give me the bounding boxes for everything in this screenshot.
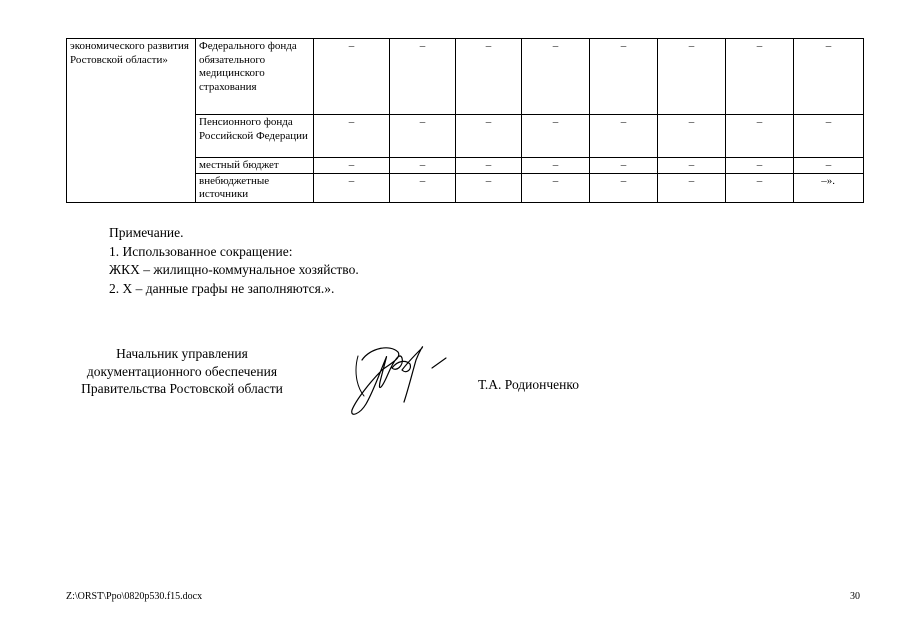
table-cell: – — [726, 115, 794, 158]
table-cell: – — [794, 115, 864, 158]
table-cell: – — [456, 115, 522, 158]
table-cell: – — [314, 39, 390, 115]
signer-name: Т.А. Родионченко — [478, 377, 579, 392]
handwritten-signature — [340, 330, 460, 420]
page-number: 30 — [850, 591, 860, 602]
table-cell: – — [726, 158, 794, 174]
note-line: ЖКХ – жилищно-коммунальное хозяйство. — [109, 262, 359, 277]
budget-table — [66, 38, 864, 203]
table-cell: – — [794, 158, 864, 174]
table-cell: – — [726, 173, 794, 202]
table-cell: – — [314, 115, 390, 158]
table-cell: – — [658, 39, 726, 115]
table-cell: – — [726, 39, 794, 115]
table-cell: – — [456, 158, 522, 174]
signatory-position — [66, 345, 298, 398]
table-cell: – — [456, 173, 522, 202]
table-row — [67, 39, 864, 115]
table-cell: – — [794, 39, 864, 115]
table-cell: – — [522, 158, 590, 174]
table-cell: –». — [794, 173, 864, 202]
table-cell: – — [658, 173, 726, 202]
table-cell: – — [658, 158, 726, 174]
table-cell: – — [590, 173, 658, 202]
table-cell: – — [390, 173, 456, 202]
position-line: Правительства Ростовской области — [81, 381, 283, 396]
table-cell: – — [390, 115, 456, 158]
position-line: Начальник управления — [116, 346, 248, 361]
table-cell: – — [390, 39, 456, 115]
funding-source-cell: Федерального фонда обязательного медицинского страхования — [196, 39, 314, 115]
note-block — [109, 224, 359, 298]
table-cell: – — [658, 115, 726, 158]
funding-source-cell: Пенсионного фонда Российской Федерации — [196, 115, 314, 158]
table-cell: – — [314, 158, 390, 174]
table-cell: – — [590, 158, 658, 174]
table-cell: – — [522, 39, 590, 115]
funding-source-cell: местный бюджет — [196, 158, 314, 174]
table-cell: – — [590, 115, 658, 158]
note-title: Примечание. — [109, 225, 184, 240]
note-line: 2. Х – данные графы не заполняются.». — [109, 280, 335, 296]
note-line: 1. Использованное сокращение: — [109, 243, 293, 259]
table-cell: – — [590, 39, 658, 115]
table-cell: – — [456, 39, 522, 115]
table-cell: – — [390, 158, 456, 174]
footer-file-path: Z:\ORST\Ppo\0820p530.f15.docx — [66, 591, 203, 602]
table-cell: – — [522, 173, 590, 202]
table-cell: – — [522, 115, 590, 158]
funding-source-cell: внебюджетные источники — [196, 173, 314, 202]
table-cell: – — [314, 173, 390, 202]
program-name-cell: экономического развития Ростовской области» — [67, 39, 196, 203]
position-line: документационного обеспечения — [86, 363, 278, 379]
